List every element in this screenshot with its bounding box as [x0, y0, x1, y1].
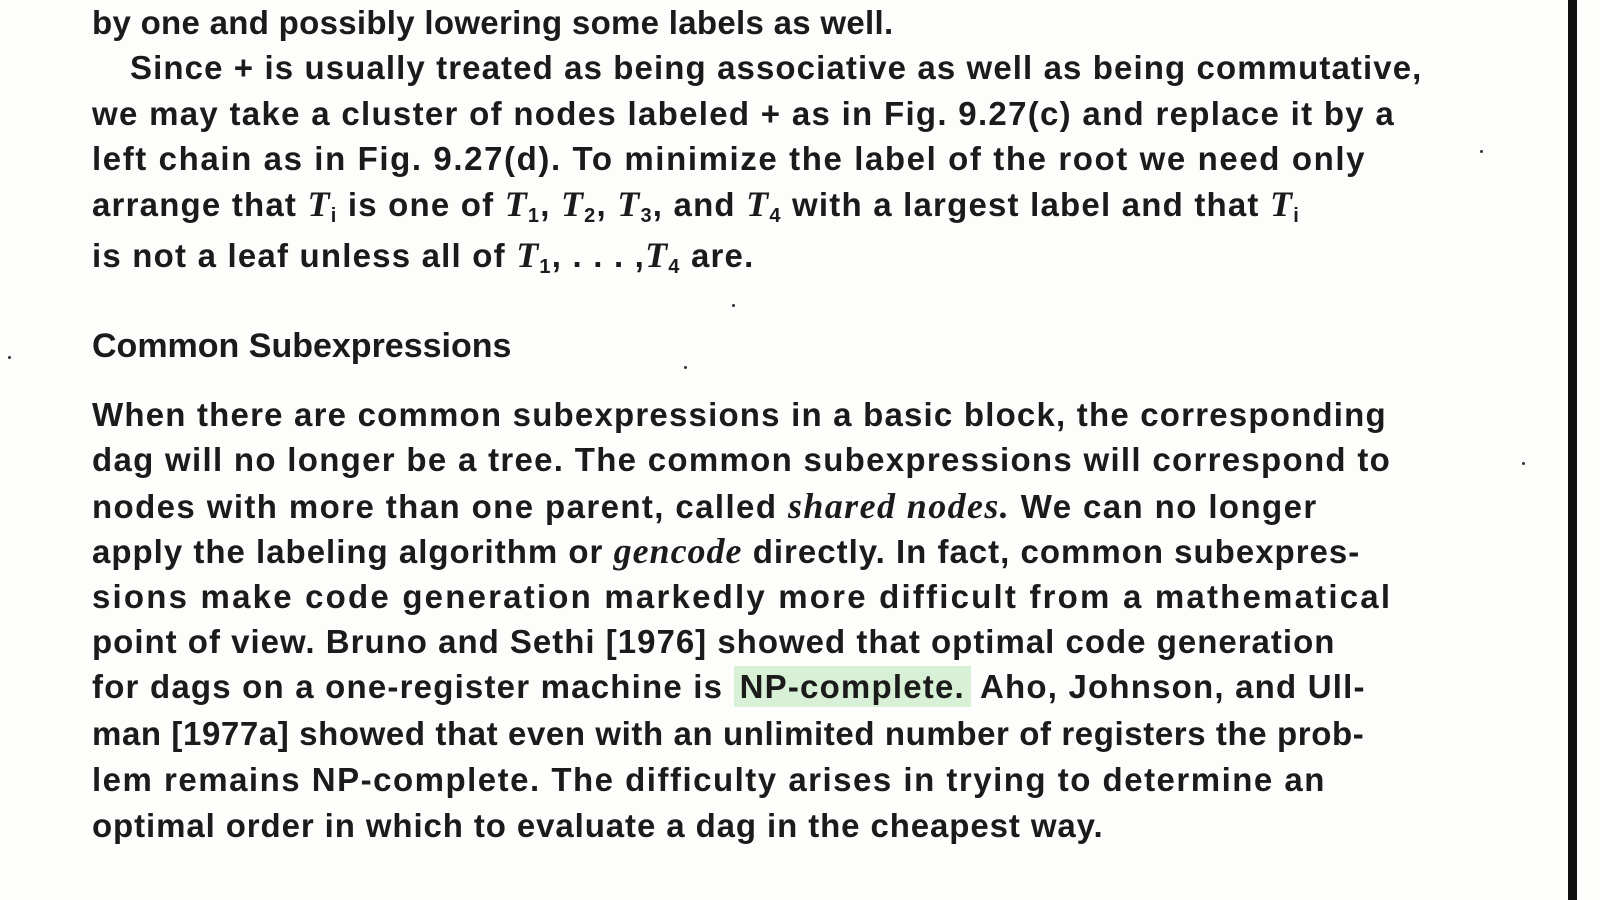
line-text: arrange that [92, 186, 308, 223]
math-subscript: i [330, 205, 338, 227]
line-text: Aho, Johnson, and Ull- [970, 668, 1366, 705]
text-line [92, 45, 1432, 91]
text-line [92, 392, 1432, 438]
text-line [92, 574, 1432, 620]
math-subscript: 3 [640, 205, 653, 227]
line-text: When there are common subexpressions in a basic block, the corresponding [92, 396, 1387, 433]
math-subscript: 1 [527, 205, 541, 227]
scan-speck [732, 304, 735, 307]
line-text: directly. In fact, common subexpres- [742, 533, 1361, 570]
line-text: for dags on a one-register machine is [92, 668, 734, 705]
line-text: , . . . , [551, 237, 646, 274]
math-subscript: 2 [584, 205, 597, 227]
line-text: man [1977a] showed that even with an unlimited number of registers the prob- [92, 715, 1365, 752]
line-text: left chain as in Fig. 9.27(d). To minimize the label of the root we need only [92, 140, 1367, 177]
line-text: is not a leaf unless all of [92, 237, 517, 274]
math-var: T [560, 184, 585, 224]
text-line [92, 664, 1432, 710]
line-text: point of view. Bruno and Sethi [1976] showed that optimal code generation [92, 623, 1336, 660]
italic-term: gencode [613, 531, 743, 571]
line-text: , [540, 186, 561, 223]
math-var: T [617, 184, 641, 224]
math-subscript: 4 [668, 256, 681, 278]
text-line [92, 757, 1432, 803]
math-subscript: 4 [769, 205, 782, 227]
scan-speck [1522, 462, 1525, 465]
line-text: lem remains NP-complete. The difficulty arises in trying to determine an [92, 761, 1326, 798]
line-text: are. [680, 237, 755, 274]
text-line [92, 711, 1432, 757]
line-text: we may take a cluster of nodes labeled + as in Fig. 9.27(c) and replace it by a [92, 95, 1396, 132]
line-text: optimal order in which to evaluate a dag in the cheapest way. [92, 807, 1104, 844]
line-text: We can no longer [1010, 488, 1318, 525]
math-subscript: 1 [539, 256, 552, 278]
text-line [92, 181, 1432, 227]
text-line [92, 232, 1432, 278]
scan-speck [1480, 150, 1483, 153]
text-line [92, 619, 1432, 665]
text-line [92, 0, 1432, 46]
page-edge-rule [1568, 0, 1577, 900]
line-text: by one and possibly lowering some labels as well. [92, 4, 894, 41]
line-text: apply the labeling algorithm or [92, 533, 614, 570]
math-var: T [504, 184, 528, 224]
line-text: dag will no longer be a tree. The common subexpressions will correspond to [92, 441, 1392, 478]
text-line [92, 803, 1432, 849]
line-text: sions make code generation markedly more difficult from a mathematical [92, 578, 1393, 615]
line-text: , [596, 186, 618, 223]
text-line [92, 136, 1432, 182]
text-line [92, 437, 1432, 483]
section-heading: Common Subexpressions [92, 327, 512, 365]
text-line [92, 91, 1432, 137]
italic-term: shared nodes. [787, 486, 1011, 526]
text-line [92, 483, 1432, 529]
math-var: T [645, 235, 669, 275]
scan-speck [684, 366, 687, 369]
text-line [92, 528, 1432, 574]
highlighted-term[interactable]: NP-complete. [734, 666, 971, 707]
math-var: T [307, 184, 331, 224]
line-text: Since + is usually treated as being associative as well as being commutative, [130, 49, 1423, 86]
math-subscript: i [1293, 205, 1300, 227]
line-text: with a largest label and that [781, 186, 1270, 223]
line-text: is one of [337, 186, 505, 223]
scan-speck [8, 356, 11, 359]
line-text: , and [652, 186, 747, 223]
math-var: T [1269, 184, 1294, 224]
math-var: T [516, 235, 540, 275]
line-text: nodes with more than one parent, called [92, 488, 788, 525]
math-var: T [746, 184, 770, 224]
